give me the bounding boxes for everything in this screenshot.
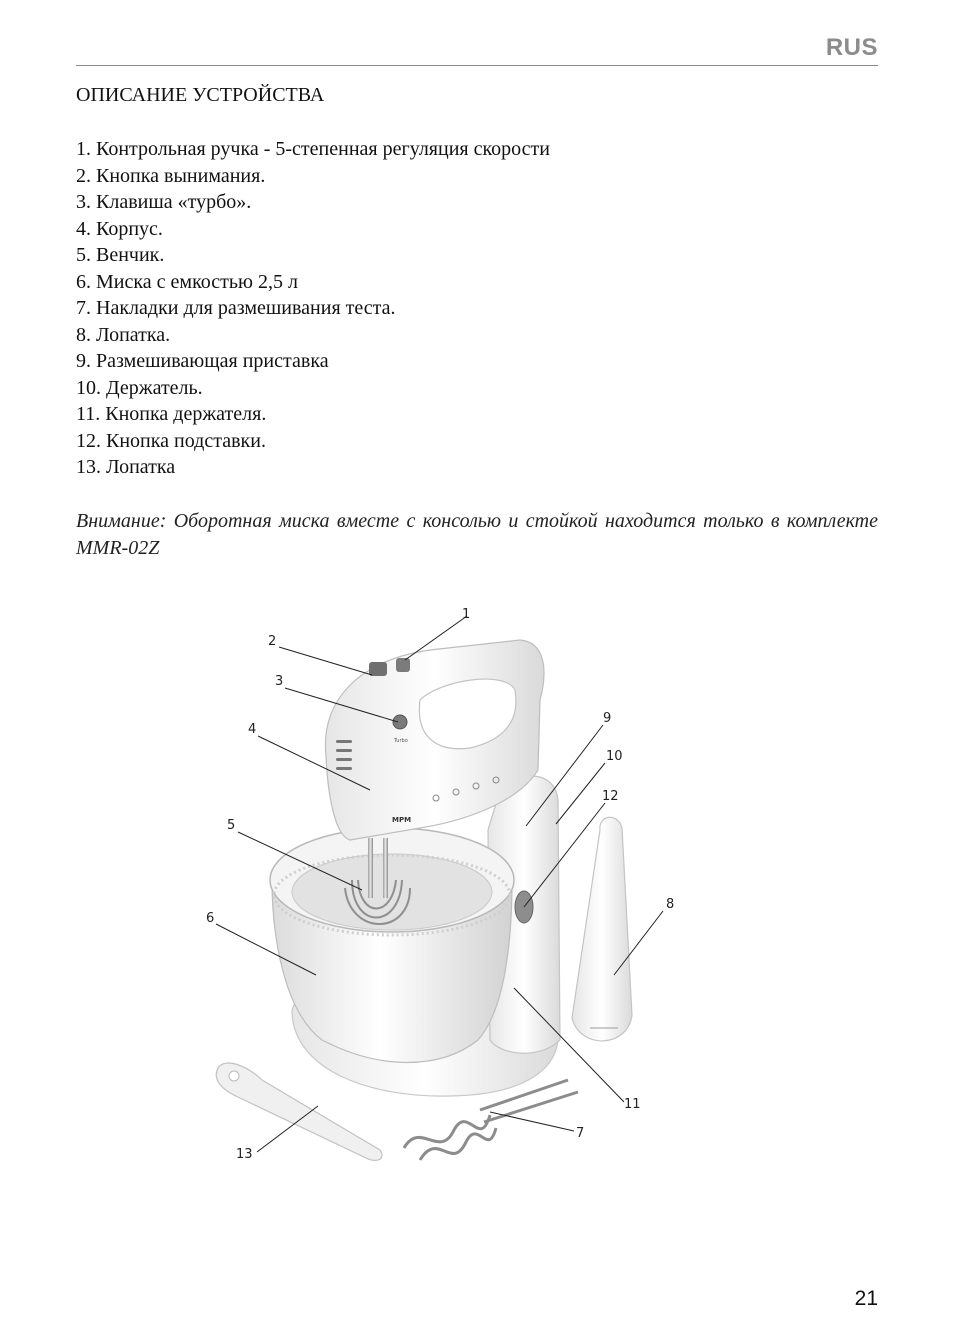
turbo-button	[393, 715, 407, 729]
brand-mark: MPM	[392, 816, 412, 824]
list-item: 11. Кнопка держателя.	[76, 403, 267, 425]
beater-shaft	[368, 838, 373, 898]
callout-8: 8	[666, 897, 675, 912]
language-label: RUS	[825, 34, 878, 61]
callout-4: 4	[248, 722, 257, 737]
callout-5: 5	[227, 818, 236, 833]
callout-7: 7	[576, 1126, 585, 1141]
callout-10: 10	[606, 749, 623, 764]
list-item: 12. Кнопка подставки.	[76, 429, 266, 452]
list-item: 2. Кнопка вынимания.	[76, 164, 266, 187]
bowl-inner	[292, 854, 492, 930]
page-number: 21	[854, 1287, 878, 1310]
list-item: 4. Корпус.	[76, 217, 163, 240]
callout-13: 13	[236, 1147, 253, 1162]
callout-3: 3	[275, 674, 284, 689]
list-item: 6. Миска с емкостью 2,5 л	[76, 270, 298, 293]
list-item: 13. Лопатка	[76, 456, 176, 478]
callout-9: 9	[603, 711, 612, 726]
spatula-tool	[572, 817, 632, 1041]
eject-button	[369, 662, 387, 676]
list-item: 7. Накладки для размешивания теста.	[76, 297, 396, 319]
list-item: 10. Держатель.	[76, 376, 203, 399]
warning-note: Внимание: Оборотная миска вместе с консолью и стойкой находится только в комплекте MMR-02Z	[76, 510, 878, 559]
list-item: 5. Венчик.	[76, 244, 165, 266]
section-title: ОПИСАНИЕ УСТРОЙСТВА	[76, 84, 325, 106]
turbo-label: Turbo	[394, 738, 408, 744]
speed-control	[396, 658, 410, 672]
callout-2: 2	[268, 634, 277, 649]
beater-shaft	[383, 838, 388, 898]
list-item: 3. Клавиша «турбо».	[76, 191, 252, 213]
callout-6: 6	[206, 911, 215, 926]
callout-11: 11	[624, 1097, 641, 1112]
list-item: 1. Контрольная ручка - 5-степенная регуляция скорости	[76, 138, 550, 160]
list-item: 9. Размешивающая приставка	[76, 350, 329, 372]
list-item: 8. Лопатка.	[76, 323, 171, 346]
callout-1: 1	[462, 607, 471, 622]
callout-12: 12	[602, 789, 619, 804]
